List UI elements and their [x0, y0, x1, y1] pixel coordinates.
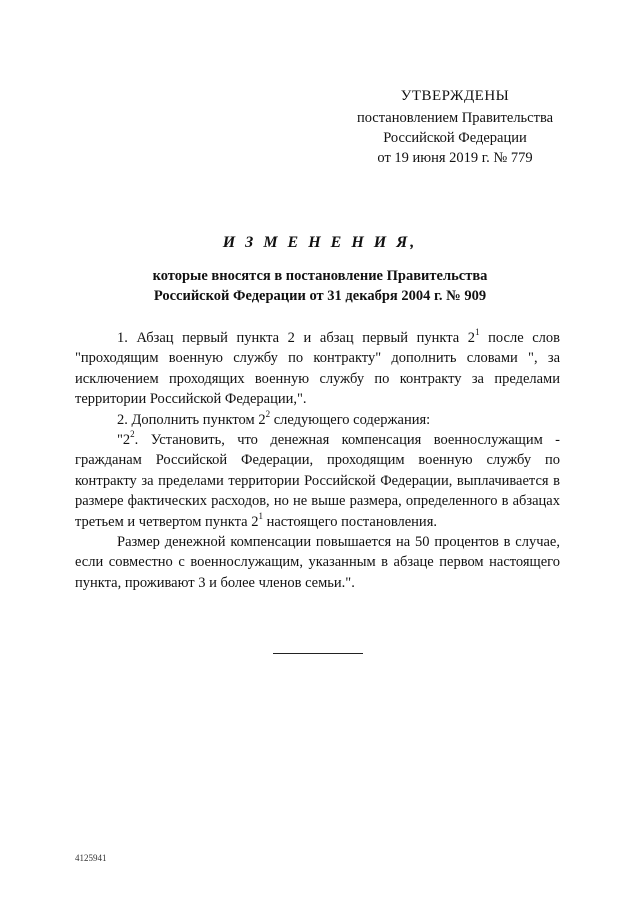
document-title: И З М Е Н Е Н И Я,: [222, 234, 418, 251]
paragraph-3-text-a: "2: [117, 432, 131, 449]
paragraph-2: [75, 410, 560, 430]
paragraph-2-text-b: следующего содержания:: [270, 411, 431, 428]
document-number: 4125941: [75, 853, 107, 863]
approval-title: УТВЕРЖДЕНЫ: [400, 88, 510, 104]
paragraph-2-superscript: 2: [265, 408, 271, 419]
approval-line-3: от 19 июня 2019 г. № 779: [377, 150, 533, 166]
paragraph-1-text-b: после слов "проходящим военную службу по контракту" дополнить словами ", за исключением проходящих военную службу по контракту за пределами территории Российской Федерации,".: [75, 330, 561, 408]
closing-divider: [273, 653, 363, 654]
paragraph-3-superscript-2: 1: [258, 510, 263, 521]
document-subtitle: [80, 266, 560, 306]
document-body: [75, 328, 560, 593]
paragraph-1-text-a: 1. Абзац первый пункта 2 и абзац первый пункта 2: [117, 330, 476, 346]
approval-line-2: Российской Федерации: [383, 130, 527, 146]
paragraph-3-text-b: . Установить, что денежная компенсация военнослужащим - гражданам Российской Федерации, проходящим военную службу по контракту за пределами территории Российской Федерации, выплачивается в размере фактических расходов, но не выше размера, определенного в абзацах третьем и четвертом пункта 2: [75, 432, 560, 530]
paragraph-3: [75, 430, 560, 532]
paragraph-3-text-c: настоящего постановления.: [262, 513, 437, 530]
subtitle-line-1: которые вносятся в постановление Правительства: [152, 268, 488, 284]
paragraph-1-superscript: 1: [475, 327, 480, 338]
approval-line-1: постановлением Правительства: [356, 110, 554, 126]
paragraph-3-superscript: 2: [130, 429, 135, 440]
paragraph-1: [75, 328, 560, 410]
paragraph-2-text-a: 2. Дополнить пунктом 2: [117, 411, 266, 428]
paragraph-4: Размер денежной компенсации повышается на 50 процентов в случае, если совместно с военнослужащим, указанным в абзаце первом настоящего пункта, проживают 3 и более членов семьи.".: [75, 534, 560, 591]
document-heading: [80, 234, 560, 306]
approval-block: [330, 86, 580, 168]
subtitle-line-2: Российской Федерации от 31 декабря 2004 г. № 909: [153, 288, 487, 304]
